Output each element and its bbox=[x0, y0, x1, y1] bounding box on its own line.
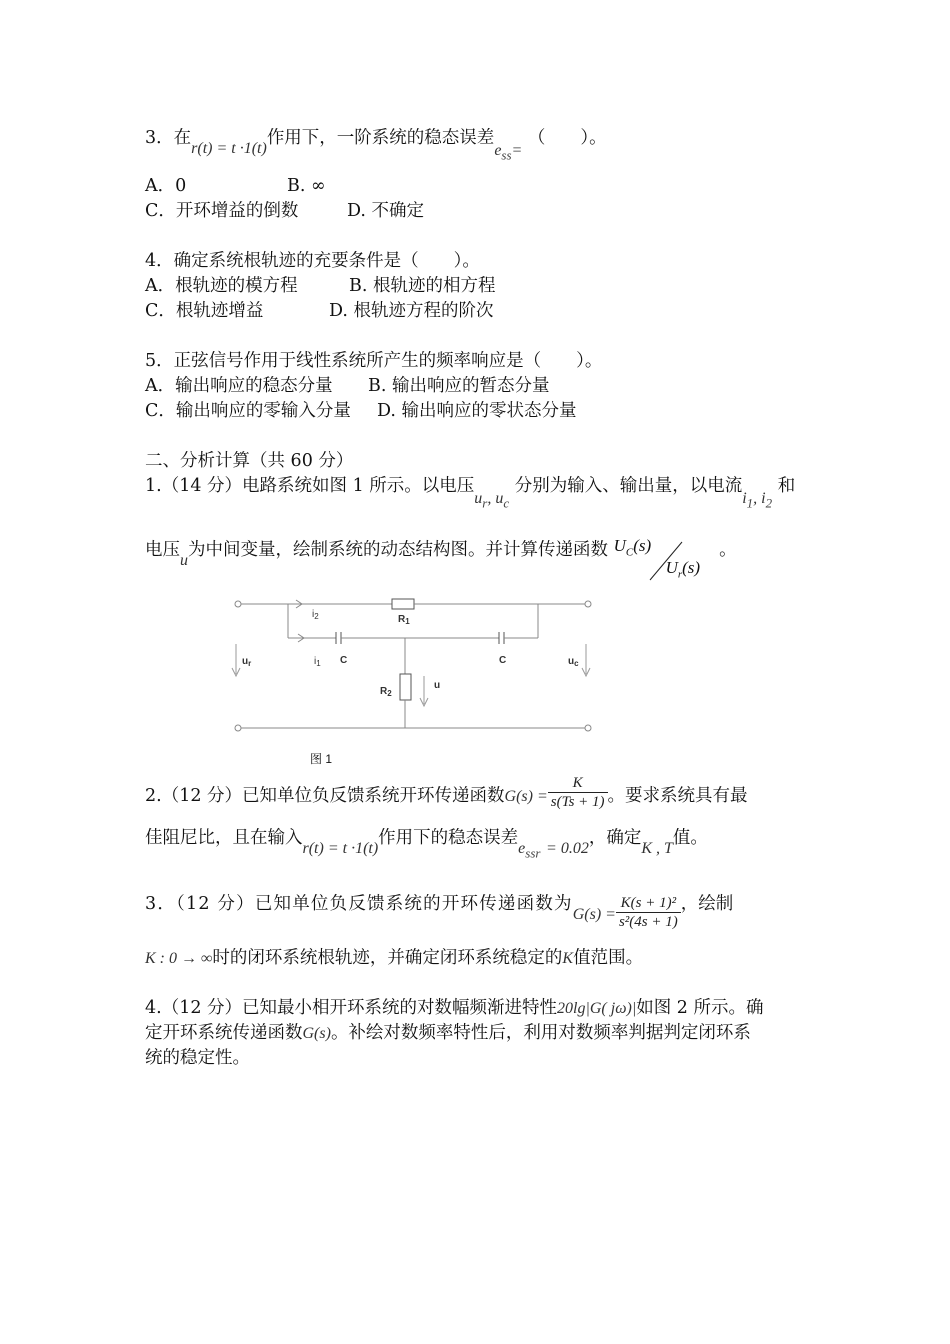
resistor-r1 bbox=[392, 599, 414, 609]
q4-option-a: A．根轨迹的模方程 bbox=[145, 276, 298, 296]
label-uc: $u_c$ bbox=[568, 656, 579, 668]
p1-line2-b: 为中间变量，绘制系统的动态结构图。并计算传递函数 bbox=[188, 540, 608, 560]
q3-error-sub: ss bbox=[501, 147, 512, 163]
q3-blank: （ ）。 bbox=[527, 128, 607, 148]
p2-line2-b: 作用下的稳态误差 bbox=[378, 828, 519, 848]
p1-line1-a: 1.（14 分）电路系统如图 1 所示。以电压 bbox=[145, 476, 475, 496]
label-r1: $R_1$ bbox=[398, 614, 410, 626]
p3-k: K bbox=[562, 950, 574, 967]
p3-k-range: K : 0 → ∞ bbox=[145, 950, 213, 967]
p1-line1-c: 和 bbox=[777, 476, 796, 496]
p2-kt: K , T bbox=[641, 840, 673, 857]
label-i2: $i_2$ bbox=[312, 609, 319, 621]
label-c-left: C bbox=[340, 655, 348, 666]
q3-option-c: C．开环增益的倒数 bbox=[145, 201, 299, 221]
p1-tf-num-s: (s) bbox=[633, 536, 652, 555]
p1-tf-den-sub: r bbox=[677, 568, 683, 581]
terminal-bottom-right bbox=[585, 725, 591, 731]
p1-tf-num-sub: C bbox=[625, 546, 634, 559]
p2-line2-d: 值。 bbox=[672, 828, 708, 848]
p3-g-fraction bbox=[616, 894, 681, 931]
figure-1-caption: 图 1 bbox=[310, 752, 333, 766]
q5-stem: 5．正弦信号作用于线性系统所产生的频率响应是（ ）。 bbox=[145, 351, 603, 371]
label-u: u bbox=[434, 680, 441, 691]
p1-transfer-function bbox=[613, 536, 714, 581]
p1-var-uc-sub: c bbox=[503, 495, 510, 511]
q3-option-a: A．0 bbox=[145, 176, 187, 196]
circuit-diagram bbox=[228, 592, 608, 742]
p3-g-num: K(s + 1)² bbox=[616, 894, 681, 913]
p4-gs: G(s) bbox=[302, 1025, 331, 1042]
p2-line2 bbox=[145, 826, 708, 861]
q3-stem bbox=[145, 126, 607, 163]
p4-magnitude: 20lg|G( jω)| bbox=[557, 1000, 637, 1017]
p4-line1-b: 如图 2 所示。确 bbox=[636, 998, 764, 1018]
p3-line1-b: ，绘制 bbox=[680, 894, 734, 914]
q5-option-d: D. 输出响应的零状态分量 bbox=[377, 401, 577, 421]
p1-tf-den-s: (s) bbox=[682, 558, 701, 577]
p4-line2-b: 。补绘对数频率特性后，利用对数频率判据判定闭环系 bbox=[330, 1023, 751, 1043]
q5-option-a: A．输出响应的稳态分量 bbox=[145, 376, 333, 396]
p4-line1-a: 4.（12 分）已知最小相开环系统的对数幅频渐进特性 bbox=[145, 998, 558, 1018]
p1-line1-b: 分别为输入、输出量，以电流 bbox=[514, 476, 743, 496]
p1-var-i1-sub: 1 bbox=[746, 495, 754, 511]
p3-g-den: s²(4s + 1) bbox=[618, 914, 678, 930]
label-ur: $u_r$ bbox=[242, 656, 252, 668]
p2-g-num: K bbox=[548, 774, 608, 793]
terminal-top-right bbox=[585, 601, 591, 607]
q4-option-c: C．根轨迹增益 bbox=[145, 301, 264, 321]
p1-var-uc: , u bbox=[487, 490, 504, 507]
p1-var-i2-sub: 2 bbox=[765, 495, 773, 511]
terminal-top-left bbox=[235, 601, 241, 607]
p1-line2 bbox=[145, 536, 737, 581]
p1-line2-end: 。 bbox=[719, 540, 737, 560]
q4-option-b: B. 根轨迹的相方程 bbox=[349, 276, 496, 296]
label-c-right: C bbox=[499, 655, 507, 666]
p3-line2-a: 时的闭环系统根轨迹，并确定闭环系统稳定的 bbox=[212, 948, 563, 968]
q4-stem: 4．确定系统根轨迹的充要条件是（ ）。 bbox=[145, 251, 480, 271]
p2-g-lhs: G(s) = bbox=[504, 788, 548, 805]
p2-error-symbol: e bbox=[518, 840, 526, 857]
p4-line3: 统的稳定性。 bbox=[145, 1048, 250, 1068]
p2-g-fraction bbox=[548, 774, 608, 811]
q5-option-b: B. 输出响应的暂态分量 bbox=[368, 376, 550, 396]
q3-error-symbol: e bbox=[494, 142, 502, 159]
p1-var-ur-sub: r bbox=[482, 495, 488, 511]
p4-line2-a: 定开环系统传递函数 bbox=[145, 1023, 303, 1043]
p3-line1 bbox=[145, 886, 734, 930]
q3-prefix: 3．在 bbox=[145, 128, 192, 148]
resistor-r2 bbox=[400, 674, 411, 700]
q3-option-d: D. 不确定 bbox=[347, 201, 425, 221]
p4-line2 bbox=[145, 1021, 751, 1046]
q3-input-expr: r(t) = t ·1(t) bbox=[191, 140, 267, 157]
p1-line2-a: 电压 bbox=[145, 540, 180, 560]
label-r2: $R_2$ bbox=[380, 686, 392, 698]
p2-line1 bbox=[145, 775, 748, 811]
p3-line2 bbox=[145, 946, 643, 971]
q3-mid: 作用下，一阶系统的稳态误差 bbox=[266, 128, 495, 148]
q3-option-b: B. ∞ bbox=[287, 176, 326, 196]
p2-line1-b: 。要求系统具有最 bbox=[607, 786, 748, 806]
p1-var-i: i bbox=[742, 490, 747, 507]
p2-error-sub: ssr bbox=[525, 845, 541, 861]
p1-var-u: u bbox=[474, 490, 483, 507]
p1-var-i2: , i bbox=[753, 490, 766, 507]
p2-line1-a: 2.（12 分）已知单位负反馈系统开环传递函数 bbox=[145, 786, 505, 806]
p2-error-value: = 0.02 bbox=[546, 840, 589, 857]
p3-line1-a: 3．（12 分）已知单位负反馈系统的开环传递函数为 bbox=[145, 894, 573, 914]
p2-g-den: s(Ts + 1) bbox=[550, 794, 605, 810]
p2-line2-a: 佳阻尼比，且在输入 bbox=[145, 828, 303, 848]
p1-var-u-mid: u bbox=[180, 552, 188, 569]
q3-equals: = bbox=[511, 142, 523, 159]
p4-line1 bbox=[145, 996, 764, 1021]
p1-line1 bbox=[145, 474, 796, 511]
label-i1: $i_1$ bbox=[314, 656, 321, 668]
q5-option-c: C．输出响应的零输入分量 bbox=[145, 401, 351, 421]
p1-tf-den: U bbox=[665, 558, 678, 577]
section-title: 二、分析计算（共 60 分） bbox=[145, 451, 354, 471]
terminal-bottom-left bbox=[235, 725, 241, 731]
p2-line2-c: ，确定 bbox=[588, 828, 642, 848]
q4-option-d: D. 根轨迹方程的阶次 bbox=[329, 301, 494, 321]
p1-tf-num: U bbox=[613, 536, 626, 555]
p2-input-expr: r(t) = t ·1(t) bbox=[302, 840, 379, 857]
p3-g-lhs: G(s) = bbox=[572, 906, 616, 923]
p3-line2-b: 值范围。 bbox=[573, 948, 644, 968]
